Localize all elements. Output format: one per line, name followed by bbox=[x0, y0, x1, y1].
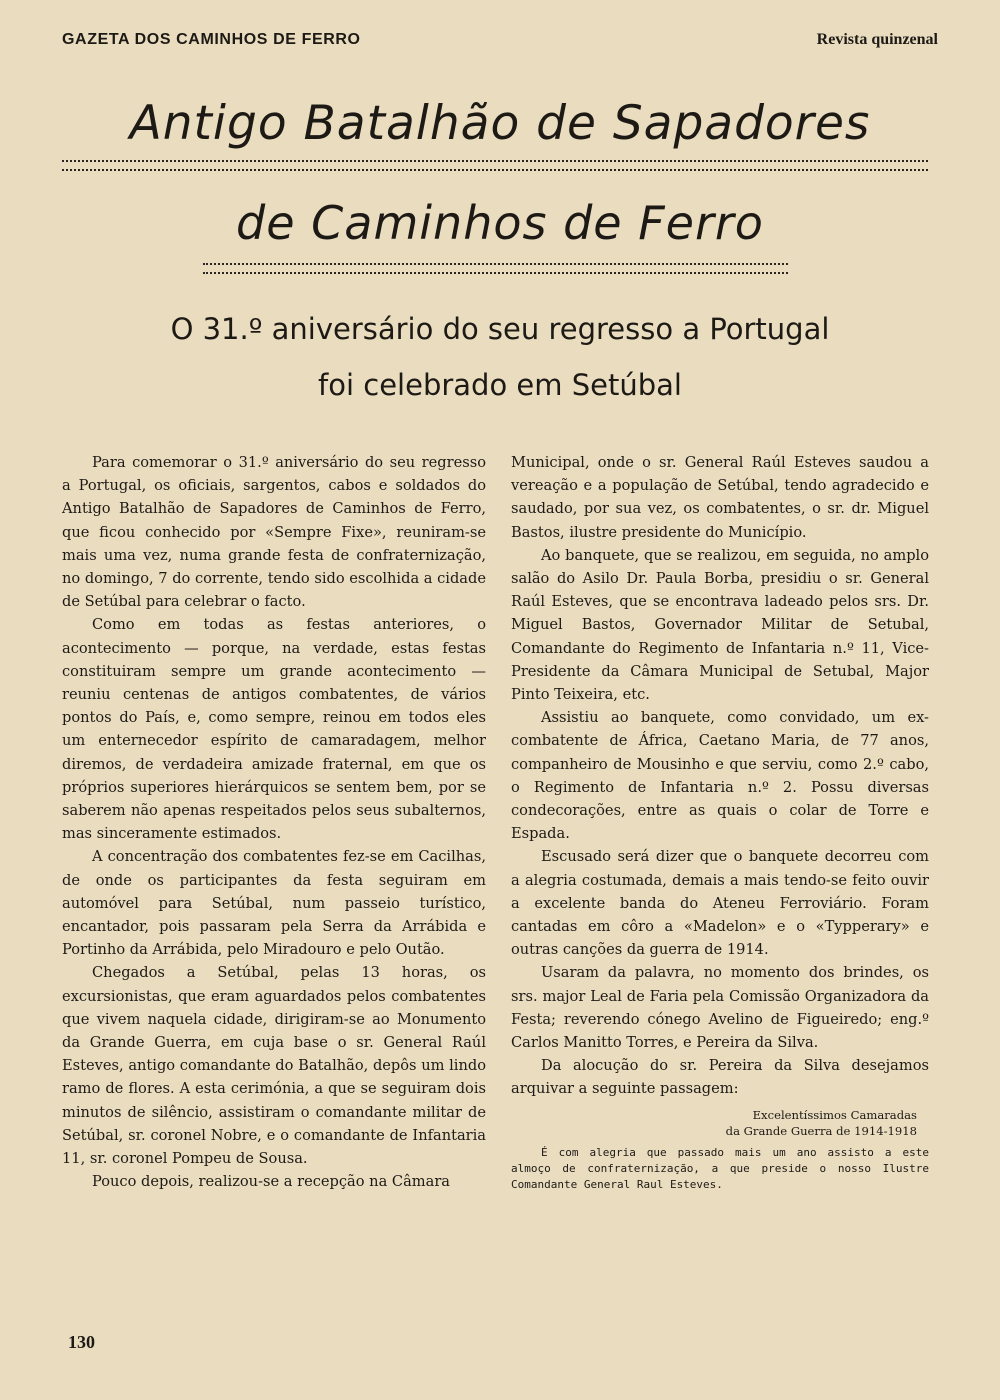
paragraph: Escusado será dizer que o banquete decorreu com a alegria costumada, demais a mais tendo-se feito ouvir a excelente banda do Ateneu Ferroviário. Foram cantadas em côro a «Madelon» e o «Typperary» e outras canções da guerra de 1914. bbox=[511, 848, 929, 959]
letter-salutation bbox=[511, 1107, 929, 1139]
letter-salutation-line-2: da Grande Guerra de 1914-1918 bbox=[725, 1123, 917, 1138]
paragraph: Para comemorar o 31.º aniversário do seu regresso a Portugal, os oficiais, sargentos, cabos e soldados do Antigo Batalhão de Sapadores de Caminhos de Ferro, que ficou conhecido por «Sempre Fixe», reuniram-se mais uma vez, numa grande festa de confraternização, no domingo, 7 do corrente, tendo sido escolhida a cidade de Setúbal para celebrar o facto. bbox=[62, 454, 486, 611]
paragraph: Chegados a Setúbal, pelas 13 horas, os excursionistas, que eram aguardados pelos combatentes que vivem naquela cidade, dirigiram-se ao Monumento da Grande Guerra, em cuja base o sr. General Raúl Esteves, antigo comandante do Batalhão, depôs um lindo ramo de flores. A esta cerimónia, a que se seguiram dois minutos de silêncio, assistiram o comandante militar de Setúbal, sr. coronel Nobre, e o comandante de Infantaria 11, sr. coronel Pompeu de Sousa. bbox=[62, 964, 486, 1168]
title-rule-1 bbox=[62, 160, 928, 171]
paragraph: Assistiu ao banquete, como convidado, um ex-combatente de África, Caetano Maria, de 77 anos, companheiro de Mousinho e que serviu, como 2.º cabo, o Regimento de Infantaria n.º 2. Possu diversas condecorações, entre as quais o colar de Torre e Espada. bbox=[511, 709, 929, 843]
article-column-right bbox=[511, 451, 929, 1193]
publication-title: GAZETA DOS CAMINHOS DE FERRO bbox=[62, 31, 361, 48]
article-title-line-1: Antigo Batalhão de Sapadores bbox=[129, 96, 871, 151]
paragraph: Ao banquete, que se realizou, em seguida, no amplo salão do Asilo Dr. Paula Borba, presidiu o sr. General Raúl Esteves, que se encontrava ladeado pelos srs. Dr. Miguel Bastos, Governador Militar de Setubal, Comandante do Regimento de Infantaria n.º 11, Vice-Presidente da Câmara Municipal de Setubal, Major Pinto Teixeira, etc. bbox=[511, 546, 929, 704]
article-subtitle-line-1: O 31.º aniversário do seu regresso a Portugal bbox=[170, 312, 830, 346]
paragraph: Pouco depois, realizou-se a recepção na Câmara bbox=[92, 1173, 450, 1191]
paragraph: Da alocução do sr. Pereira da Silva desejamos arquivar a seguinte passagem: bbox=[511, 1057, 929, 1098]
title-rule-2 bbox=[203, 263, 788, 274]
publication-frequency: Revista quinzenal bbox=[816, 31, 938, 48]
article-title-line-2: de Caminhos de Ferro bbox=[236, 196, 764, 250]
page-number: 130 bbox=[68, 1332, 95, 1352]
paragraph: A concentração dos combatentes fez-se em Cacilhas, de onde os participantes da festa seguiram em automóvel para Setúbal, num passeio turístico, encantador, pois passaram pela Serra da Arrábida e Portinho da Arrábida, pelo Miradouro e pelo Outão. bbox=[62, 848, 486, 959]
article-column-left bbox=[62, 451, 486, 1194]
paragraph: Como em todas as festas anteriores, o acontecimento — porque, na verdade, estas festas constituiram sempre um grande acontecimento — reuniu centenas de antigos combatentes, de vários pontos do País, e, como sempre, reinou em todos eles um enternecedor espírito de camaradagem, melhor diremos, de verdadeira amizade fraternal, em que os próprios superiores hierárquicos se sentem bem, por se saberem não apenas respeitados pelos seus subalternos, mas sinceramente estimados. bbox=[62, 616, 486, 843]
letter-salutation-line-1: Excelentíssimos Camaradas bbox=[752, 1107, 917, 1122]
paragraph: Usaram da palavra, no momento dos brindes, os srs. major Leal de Faria pela Comissão Organizadora da Festa; reverendo cónego Avelino de Figueiredo; eng.º Carlos Manitto Torres, e Pereira da Silva. bbox=[511, 964, 929, 1052]
paragraph-continuation: Municipal, onde o sr. General Raúl Esteves saudou a vereação e a população de Setúbal, tendo agradecido e saudado, por sua vez, os combatentes, o sr. dr. Miguel Bastos, ilustre presidente do Município. bbox=[511, 454, 929, 541]
article-subtitle-line-2: foi celebrado em Setúbal bbox=[318, 368, 682, 402]
letter-body: É com alegria que passado mais um ano assisto a este almoço de confraternização, a que preside o nosso Ilustre Comandante General Raul Esteves. bbox=[511, 1145, 929, 1191]
